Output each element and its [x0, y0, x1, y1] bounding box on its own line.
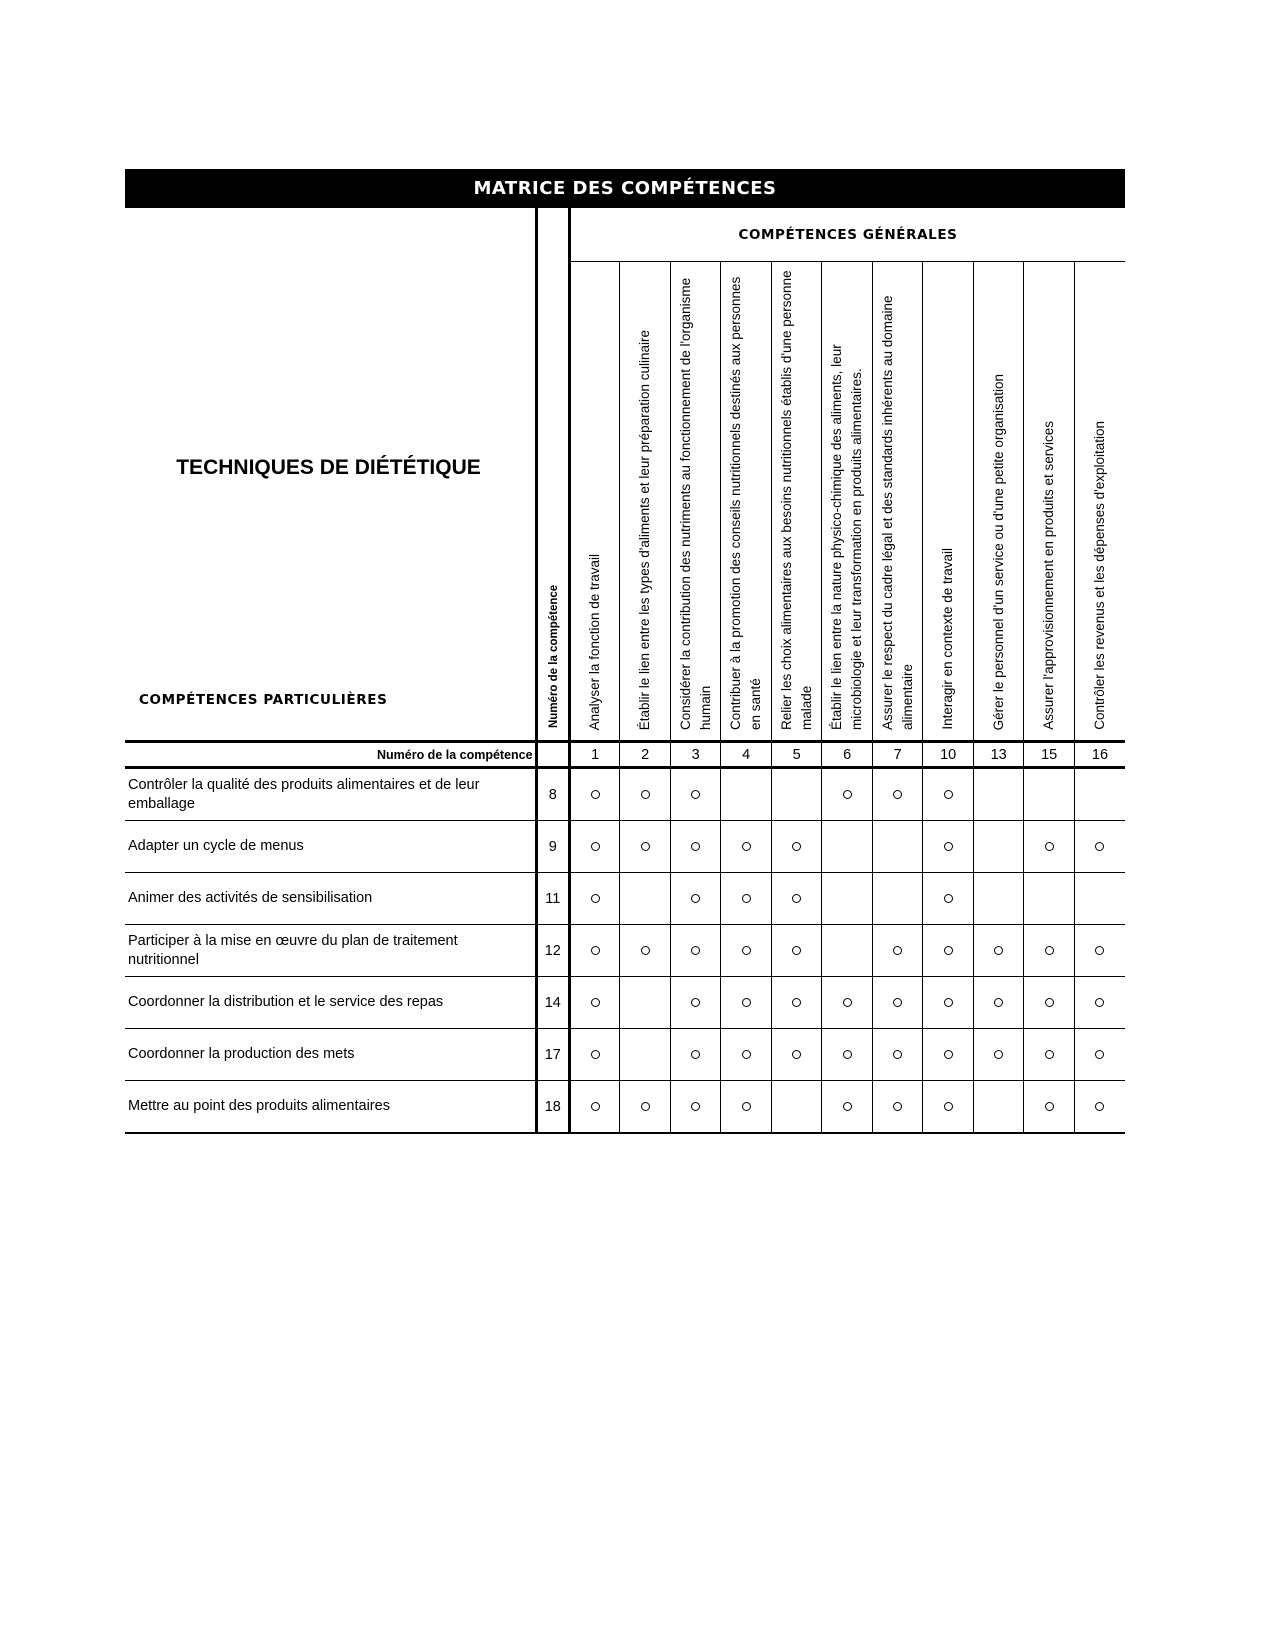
particular-competency-label: Mettre au point des produits alimentaires — [125, 1081, 536, 1134]
table-row — [125, 1081, 1125, 1134]
circle-mark-icon — [843, 998, 852, 1007]
matrix-cell — [1074, 768, 1125, 821]
general-competency-label: Analyser la fonction de travail — [587, 553, 603, 730]
circle-mark-icon — [944, 946, 953, 955]
matrix-cell — [620, 768, 671, 821]
general-competencies-heading: COMPÉTENCES GÉNÉRALES — [569, 208, 1125, 262]
circle-mark-icon — [691, 1050, 700, 1059]
circle-mark-icon — [591, 1050, 600, 1059]
circle-mark-icon — [792, 1050, 801, 1059]
general-competency-label: Établir le lien entre les types d'aliments et leur préparation culinaire — [637, 329, 653, 730]
general-competency-header — [923, 262, 974, 742]
general-competency-number: 5 — [771, 742, 822, 768]
matrix-cell — [973, 925, 1024, 977]
matrix-cell — [569, 768, 620, 821]
circle-mark-icon — [742, 946, 751, 955]
matrix-cell — [670, 1029, 721, 1081]
number-column-header — [536, 208, 569, 742]
matrix-cell — [670, 1081, 721, 1134]
circle-mark-icon — [944, 790, 953, 799]
circle-mark-icon — [944, 1050, 953, 1059]
circle-mark-icon — [641, 842, 650, 851]
circle-mark-icon — [994, 998, 1003, 1007]
general-competency-number: 3 — [670, 742, 721, 768]
circle-mark-icon — [1045, 998, 1054, 1007]
circle-mark-icon — [893, 1050, 902, 1059]
circle-mark-icon — [792, 946, 801, 955]
circle-mark-icon — [641, 946, 650, 955]
matrix-cell — [923, 977, 974, 1029]
circle-mark-icon — [843, 1102, 852, 1111]
matrix-cell — [620, 1081, 671, 1134]
matrix-cell — [1024, 821, 1075, 873]
circle-mark-icon — [742, 894, 751, 903]
matrix-cell — [973, 1081, 1024, 1134]
matrix-cell — [973, 1029, 1024, 1081]
matrix-cell — [721, 873, 772, 925]
general-competency-label: Assurer le respect du cadre légal et des standards inhérents au domaine alimentaire — [879, 295, 915, 730]
circle-mark-icon — [591, 1102, 600, 1111]
matrix-cell — [620, 977, 671, 1029]
matrix-cell — [721, 977, 772, 1029]
matrix-cell — [620, 925, 671, 977]
circle-mark-icon — [691, 998, 700, 1007]
matrix-cell — [1074, 1081, 1125, 1134]
matrix-cell — [771, 1081, 822, 1134]
program-title: TECHNIQUES DE DIÉTÉTIQUE — [176, 456, 481, 479]
table-row — [125, 768, 1125, 821]
general-competency-label: Considérer la contribution des nutriments au fonctionnement de l'organisme humain — [677, 277, 713, 730]
general-competency-header — [721, 262, 772, 742]
particular-competency-label: Coordonner la distribution et le service des repas — [125, 977, 536, 1029]
circle-mark-icon — [893, 1102, 902, 1111]
matrix-cell — [822, 1029, 873, 1081]
circle-mark-icon — [944, 894, 953, 903]
circle-mark-icon — [944, 842, 953, 851]
matrix-cell — [923, 768, 974, 821]
matrix-cell — [721, 1081, 772, 1134]
circle-mark-icon — [893, 946, 902, 955]
matrix-cell — [569, 873, 620, 925]
matrix-cell — [670, 873, 721, 925]
particular-competency-number: 14 — [536, 977, 569, 1029]
circle-mark-icon — [591, 842, 600, 851]
matrix-cell — [670, 925, 721, 977]
circle-mark-icon — [591, 998, 600, 1007]
table-row — [125, 925, 1125, 977]
program-header-cell — [125, 208, 536, 742]
competency-number-row — [125, 742, 1125, 768]
matrix-cell — [1024, 1081, 1075, 1134]
circle-mark-icon — [742, 1102, 751, 1111]
matrix-cell — [872, 873, 923, 925]
circle-mark-icon — [843, 1050, 852, 1059]
general-competency-label: Gérer le personnel d'un service ou d'une petite organisation — [990, 373, 1006, 730]
circle-mark-icon — [591, 946, 600, 955]
circle-mark-icon — [1095, 1102, 1104, 1111]
general-competency-number: 7 — [872, 742, 923, 768]
matrix-cell — [872, 925, 923, 977]
general-competency-header — [822, 262, 873, 742]
matrix-cell — [923, 821, 974, 873]
matrix-cell — [771, 925, 822, 977]
circle-mark-icon — [591, 790, 600, 799]
general-competency-label: Établir le lien entre la nature physico-chimique des aliments, leur microbiologie et leur transformation en produits alimentaires. — [829, 344, 865, 730]
particular-competency-label: Participer à la mise en œuvre du plan de traitement nutritionnel — [125, 925, 536, 977]
matrix-title: MATRICE DES COMPÉTENCES — [125, 169, 1125, 208]
general-competency-number: 4 — [721, 742, 772, 768]
matrix-cell — [670, 768, 721, 821]
number-row-label: Numéro de la compétence — [125, 742, 536, 768]
matrix-cell — [822, 768, 873, 821]
general-competency-label: Contrôler les revenus et les dépenses d'exploitation — [1091, 421, 1107, 730]
matrix-table — [125, 208, 1125, 1134]
table-row — [125, 977, 1125, 1029]
general-competency-label: Contribuer à la promotion des conseils nutritionnels destinés aux personnes en santé — [728, 276, 764, 730]
matrix-cell — [923, 1029, 974, 1081]
circle-mark-icon — [742, 842, 751, 851]
matrix-cell — [872, 821, 923, 873]
circle-mark-icon — [893, 790, 902, 799]
matrix-cell — [923, 925, 974, 977]
table-row — [125, 821, 1125, 873]
matrix-cell — [923, 873, 974, 925]
particular-competency-label: Contrôler la qualité des produits alimentaires et de leur emballage — [125, 768, 536, 821]
matrix-cell — [1024, 925, 1075, 977]
particular-competency-label: Animer des activités de sensibilisation — [125, 873, 536, 925]
matrix-cell — [973, 768, 1024, 821]
circle-mark-icon — [1095, 1050, 1104, 1059]
matrix-cell — [1024, 768, 1075, 821]
circle-mark-icon — [792, 894, 801, 903]
circle-mark-icon — [944, 998, 953, 1007]
general-competency-header — [1074, 262, 1125, 742]
matrix-cell — [569, 925, 620, 977]
circle-mark-icon — [994, 946, 1003, 955]
general-competency-number: 2 — [620, 742, 671, 768]
circle-mark-icon — [1095, 946, 1104, 955]
circle-mark-icon — [691, 842, 700, 851]
circle-mark-icon — [742, 1050, 751, 1059]
matrix-cell — [620, 873, 671, 925]
circle-mark-icon — [843, 790, 852, 799]
matrix-cell — [1074, 1029, 1125, 1081]
circle-mark-icon — [1045, 842, 1054, 851]
particular-competency-number: 11 — [536, 873, 569, 925]
matrix-cell — [569, 1029, 620, 1081]
circle-mark-icon — [994, 1050, 1003, 1059]
circle-mark-icon — [591, 894, 600, 903]
particular-competencies-heading: COMPÉTENCES PARTICULIÈRES — [139, 692, 388, 708]
general-competency-number: 1 — [569, 742, 620, 768]
matrix-cell — [569, 821, 620, 873]
circle-mark-icon — [691, 1102, 700, 1111]
matrix-cell — [973, 821, 1024, 873]
matrix-cell — [822, 925, 873, 977]
matrix-cell — [822, 873, 873, 925]
general-competency-number: 13 — [973, 742, 1024, 768]
matrix-cell — [771, 1029, 822, 1081]
matrix-cell — [923, 1081, 974, 1134]
matrix-cell — [721, 821, 772, 873]
matrix-cell — [620, 821, 671, 873]
circle-mark-icon — [1095, 842, 1104, 851]
matrix-cell — [721, 925, 772, 977]
matrix-cell — [771, 977, 822, 1029]
particular-competency-number: 8 — [536, 768, 569, 821]
circle-mark-icon — [893, 998, 902, 1007]
general-competency-label: Assurer l'approvisionnement en produits et services — [1041, 421, 1057, 730]
particular-competency-label: Coordonner la production des mets — [125, 1029, 536, 1081]
particular-competency-number: 17 — [536, 1029, 569, 1081]
matrix-cell — [1024, 873, 1075, 925]
circle-mark-icon — [691, 894, 700, 903]
matrix-cell — [721, 1029, 772, 1081]
general-competency-header — [973, 262, 1024, 742]
matrix-cell — [973, 873, 1024, 925]
matrix-cell — [872, 977, 923, 1029]
general-competency-header — [872, 262, 923, 742]
circle-mark-icon — [792, 998, 801, 1007]
general-competency-number: 15 — [1024, 742, 1075, 768]
general-competency-header — [620, 262, 671, 742]
matrix-cell — [872, 1081, 923, 1134]
competency-matrix — [125, 169, 1125, 1134]
matrix-cell — [872, 768, 923, 821]
matrix-cell — [1074, 873, 1125, 925]
general-competency-label: Interagir en contexte de travail — [940, 548, 956, 730]
matrix-cell — [670, 821, 721, 873]
matrix-cell — [1024, 977, 1075, 1029]
general-competency-header — [569, 262, 620, 742]
matrix-cell — [1074, 977, 1125, 1029]
general-competency-header — [771, 262, 822, 742]
general-competency-header — [670, 262, 721, 742]
circle-mark-icon — [1045, 1102, 1054, 1111]
number-column-label: Numéro de la compétence — [547, 584, 560, 728]
particular-competency-number: 12 — [536, 925, 569, 977]
matrix-cell — [721, 768, 772, 821]
particular-competency-number: 18 — [536, 1081, 569, 1134]
matrix-cell — [620, 1029, 671, 1081]
matrix-cell — [569, 1081, 620, 1134]
circle-mark-icon — [944, 1102, 953, 1111]
circle-mark-icon — [641, 1102, 650, 1111]
matrix-body — [125, 768, 1125, 1134]
circle-mark-icon — [792, 842, 801, 851]
matrix-cell — [822, 1081, 873, 1134]
matrix-cell — [1024, 1029, 1075, 1081]
particular-competency-label: Adapter un cycle de menus — [125, 821, 536, 873]
matrix-cell — [822, 977, 873, 1029]
matrix-cell — [1074, 925, 1125, 977]
circle-mark-icon — [691, 790, 700, 799]
matrix-cell — [973, 977, 1024, 1029]
circle-mark-icon — [742, 998, 751, 1007]
general-competency-label: Relier les choix alimentaires aux besoins nutritionnels établis d'une personne malade — [778, 270, 814, 730]
matrix-cell — [1074, 821, 1125, 873]
circle-mark-icon — [641, 790, 650, 799]
matrix-cell — [771, 821, 822, 873]
matrix-cell — [569, 977, 620, 1029]
general-competency-number: 6 — [822, 742, 873, 768]
matrix-cell — [771, 873, 822, 925]
particular-competency-number: 9 — [536, 821, 569, 873]
table-row — [125, 873, 1125, 925]
matrix-cell — [771, 768, 822, 821]
matrix-cell — [872, 1029, 923, 1081]
general-competency-header — [1024, 262, 1075, 742]
matrix-cell — [822, 821, 873, 873]
general-competency-number: 10 — [923, 742, 974, 768]
circle-mark-icon — [1095, 998, 1104, 1007]
general-competency-number: 16 — [1074, 742, 1125, 768]
circle-mark-icon — [1045, 946, 1054, 955]
circle-mark-icon — [1045, 1050, 1054, 1059]
table-row — [125, 1029, 1125, 1081]
circle-mark-icon — [691, 946, 700, 955]
number-row-blank — [536, 742, 569, 768]
matrix-cell — [670, 977, 721, 1029]
